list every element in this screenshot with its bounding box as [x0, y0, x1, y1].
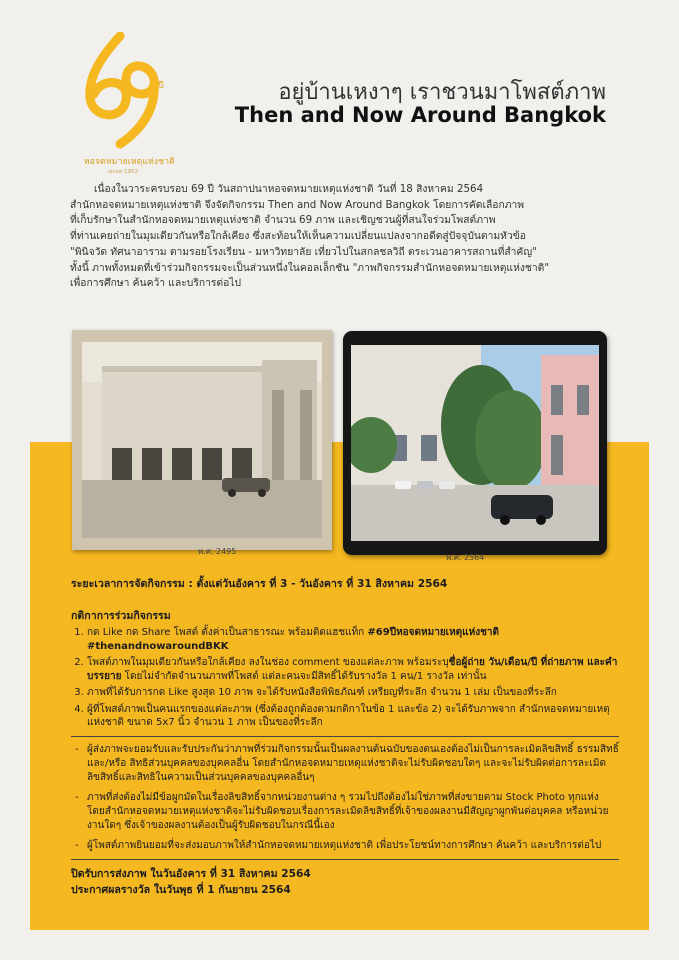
title-english: Then and Now Around Bangkok [234, 103, 606, 127]
tablet-frame [343, 331, 607, 555]
logo-suffix: ปี [158, 81, 164, 91]
intro-line: สำนักหอจดหมายเหตุแห่งชาติ จึงจัดกิจกรรม Then and Now Around Bangkok โดยการคัดเลือกภาพ [70, 198, 525, 211]
results-announcement: ประกาศผลรางวัล ในวันพุธ ที่ 1 กันยายน 2564 [71, 883, 291, 896]
note-item: - ผู้ส่งภาพจะยอมรับและรับประกันว่าภาพที่ร่วมกิจกรรมนั้นเป็นผลงานต้นฉบับของตนเองต้องไม่เป็นการละเมิดลิขสิทธิ์ ธรรมสิทธิ์และ/หรือ สิทธิส่วนบุคคลของบุคคลอื่น โดยสำนักหอจดหมายเหตุแห่งชาติจะไม่รับผิดชอบใดๆ และจะไม่รับผิดต่อการละเมิดลิขสิทธิ์และสิทธิในความเป็นส่วนบุคคลของบุคคลอื่นๆ [87, 743, 619, 785]
divider [71, 859, 619, 860]
note-item: - ภาพที่ส่งต้องไม่มีข้อผูกมัดในเรื่องลิขสิทธิ์จากหน่วยงานต่าง ๆ รวมไปถึงต้องไม่ใช่ภาพที่ส่งขายตาม Stock Photo ทุกแห่ง โดยสำนักหอจดหมายเหตุแห่งชาติจะไม่รับผิดชอบเรื่องการละเมิดลิขสิทธิ์ที่เจ้าของผลงานมีสัญญาผูกพันต่อบุคคล หรือหน่วยงานใดๆ ซึ่งเจ้าของผลงานต้องเป็นผู้รับผิดชอบในกรณีนี้เอง [87, 791, 619, 833]
rule-item: 2. โพสต์ภาพในมุมเดียวกันหรือใกล้เคียง ลงในช่อง comment ของแต่ละภาพ พร้อมระบุชื่อผู้ถ่าย วัน/เดือน/ปี ที่ถ่ายภาพ และคำบรรยาย โดยไม่จำกัดจำนวนภาพที่โพสต์ แต่ละคนจะมีสิทธิ์ได้รับรางวัล 1 คน/1 รางวัล เท่านั้น [87, 656, 619, 683]
divider [71, 736, 619, 737]
rule-item: 4. ผู้ที่โพสต์ภาพเป็นคนแรกของแต่ละภาพ (ซึ่งต้องถูกต้องตามกติกาในข้อ 1 และข้อ 2) จะได้รับภาพจาก สำนักหอจดหมายเหตุแห่งชาติ ขนาด 5x7 นิ้ว จำนวน 1 ภาพ เป็นของที่ระลึก [87, 703, 619, 730]
intro-line: "พินิจวัด ทัศนาอาราม ตามรอยโรงเรียน - มหาวิทยาลัย เที่ยวไปในสกลชลวิถี ตระเวนอาคารสถานที่สำคัญ" [70, 245, 537, 258]
intro-line: ที่ท่านเคยถ่ายในมุมเดียวกันหรือใกล้เคียง ซึ่งสะท้อนให้เห็นความเปลี่ยนแปลงจากอดีตสู่ปัจจุบันตามหัวข้อ [70, 230, 526, 243]
activity-period: ระยะเวลาการจัดกิจกรรม : ตั้งแต่วันอังคาร ที่ 3 - วันอังคาร ที่ 31 สิงหาคม 2564 [71, 578, 448, 590]
submission-deadline: ปิดรับการส่งภาพ ในวันอังคาร ที่ 31 สิงหาคม 2564 [71, 867, 311, 880]
now-caption: พ.ศ. 2564 [446, 553, 485, 562]
rules-list [71, 626, 619, 730]
activity-details [71, 575, 619, 898]
title-thai: อยู่บ้านเหงาๆ เราชวนมาโพสต์ภาพ [278, 80, 606, 105]
logo-since: since 1952 [108, 169, 139, 175]
intro-line: เพื่อการศึกษา ค้นคว้า และบริการต่อไป [70, 277, 241, 290]
intro-line: ที่เก็บรักษาในสำนักหอจดหมายเหตุแห่งชาติ จำนวน 69 ภาพ และเชิญชวนผู้ที่สนใจร่วมโพสต์ภาพ [70, 214, 496, 227]
then-caption: พ.ศ. 2495 [198, 547, 237, 556]
intro-line: ทั้งนี้ ภาพทั้งหมดที่เข้าร่วมกิจกรรมจะเป็นส่วนหนึ่งในคอลเล็กชัน "ภาพกิจกรรมสำนักหอจดหมายเหตุแห่งชาติ" [70, 261, 550, 274]
rules-title: กติกาการร่วมกิจกรรม [71, 610, 171, 622]
intro-line: เนื่องในวาระครบรอบ 69 ปี วันสถาปนาหอจดหมายเหตุแห่งชาติ วันที่ 18 สิงหาคม 2564 [94, 183, 484, 195]
intro-paragraph [70, 182, 610, 292]
rule-item: 1. กด Like กด Share โพสต์ ตั้งค่าเป็นสาธารณะ พร้อมติดแฮชแท็ก #69ปีหอจดหมายเหตุแห่งชาติ #thenandnowaroundBKK [87, 626, 619, 653]
now-photo [351, 345, 599, 541]
logo-org-name: หอจดหมายเหตุแห่งชาติ [84, 157, 175, 167]
note-item: - ผู้โพสต์ภาพยินยอมที่จะส่งมอบภาพให้สำนักหอจดหมายเหตุแห่งชาติ เพื่อประโยชน์ทางการศึกษา ค้นคว้า และบริการต่อไป [87, 839, 619, 853]
notes-list [71, 743, 619, 853]
then-photo [72, 330, 332, 550]
rule-item: 3. ภาพที่ได้รับการกด Like สูงสุด 10 ภาพ จะได้รับหนังสือพิพิธภัณฑ์ เหรียญที่ระลึก จำนวน 1 เล่ม เป็นของที่ระลึก [87, 686, 619, 700]
